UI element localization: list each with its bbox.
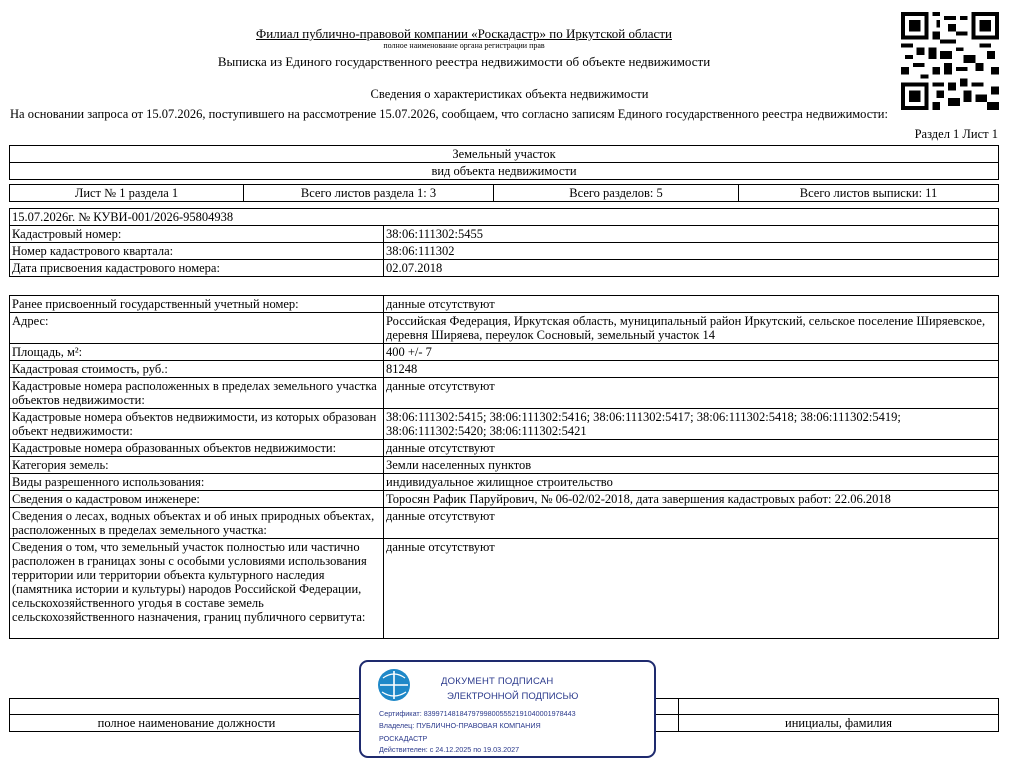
document-title: Выписка из Единого государственного реестра недвижимости об объекте недвижимости <box>217 54 711 69</box>
usage-label: Виды разрешенного использования: <box>10 474 384 491</box>
stamp-owner-name: РОСКАДАСТР <box>379 734 428 743</box>
total-sheets: Всего листов выписки: 11 <box>739 185 999 202</box>
table-row <box>10 440 999 457</box>
cost-value: 81248 <box>384 361 999 378</box>
table-row <box>10 474 999 491</box>
qr-code-icon <box>900 12 1000 110</box>
row-label: Дата присвоения кадастрового номера: <box>10 260 384 277</box>
org-name: Филиал публично-правовой компании «Роскадастр» по Иркутской области <box>256 26 672 41</box>
formed-objects-value: данные отсутствуют <box>384 440 999 457</box>
stamp-title-line2: ЭЛЕКТРОННОЙ ПОДПИСЬЮ <box>447 691 579 702</box>
name-caption: инициалы, фамилия <box>679 715 999 732</box>
request-basis-text: На основании запроса от 15.07.2026, поступившего на рассмотрение 15.07.2026, сообщаем, что согласно записям Единого государственного реестра недвижимости: <box>10 107 888 121</box>
formed-from-value: 38:06:111302:5415; 38:06:111302:5416; 38:06:111302:5417; 38:06:111302:5418; 38:06:111302:5419; 38:06:111302:5420; 38:06:111302:5421 <box>384 409 999 440</box>
stamp-owner: Владелец: ПУБЛИЧНО-ПРАВОВАЯ КОМПАНИЯ <box>379 721 541 730</box>
category-value: Земли населенных пунктов <box>384 457 999 474</box>
cost-label: Кадастровая стоимость, руб.: <box>10 361 384 378</box>
address-label: Адрес: <box>10 313 384 344</box>
engineer-value: Торосян Рафик Паруйрович, № 06-02/02-2018, дата завершения кадастровых работ: 22.06.2018 <box>384 491 999 508</box>
zones-value: данные отсутствуют <box>384 539 999 639</box>
rosreestr-logo-icon <box>377 668 411 702</box>
cadastral-details-table <box>9 295 999 639</box>
stamp-validity: Действителен: с 24.12.2025 по 19.03.2027 <box>379 745 520 754</box>
table-row <box>10 361 999 378</box>
stamp-title-line1: ДОКУМЕНТ ПОДПИСАН <box>441 676 554 687</box>
position-cell <box>10 699 364 715</box>
table-row <box>10 539 999 639</box>
table-row <box>10 313 999 344</box>
table-row <box>10 409 999 440</box>
cadastral-basic-table <box>9 208 999 277</box>
row-value: 02.07.2018 <box>384 260 999 277</box>
sheets-in-section: Всего листов раздела 1: 3 <box>244 185 494 202</box>
object-type-table <box>9 145 999 180</box>
name-cell <box>679 699 999 715</box>
row-value: 38:06:111302:5455 <box>384 226 999 243</box>
usage-value: индивидуальное жилищное строительство <box>384 474 999 491</box>
row-label: Номер кадастрового квартала: <box>10 243 384 260</box>
table-row <box>10 491 999 508</box>
formed-objects-label: Кадастровые номера образованных объектов недвижимости: <box>10 440 384 457</box>
within-objects-value: данные отсутствуют <box>384 378 999 409</box>
table-row <box>10 344 999 361</box>
sheets-info-table <box>9 184 999 202</box>
table-row <box>10 260 999 277</box>
area-value: 400 +/- 7 <box>384 344 999 361</box>
address-value: Российская Федерация, Иркутская область, муниципальный район Иркутский, сельское поселение Ширяевское, деревня Ширяева, переулок Сосновый, земельный участок 14 <box>384 313 999 344</box>
section-title: Сведения о характеристиках объекта недвижимости <box>370 87 649 101</box>
table-row <box>10 378 999 409</box>
table-row <box>10 457 999 474</box>
row-label: Кадастровый номер: <box>10 226 384 243</box>
section-sheet-label: Раздел 1 Лист 1 <box>914 127 998 141</box>
forests-label: Сведения о лесах, водных объектах и об иных природных объектах, расположенных в пределах земельного участка: <box>10 508 384 539</box>
position-caption: полное наименование должности <box>10 715 364 732</box>
prev-number-value: данные отсутствуют <box>384 296 999 313</box>
table-row <box>10 296 999 313</box>
extract-id: 15.07.2026г. № КУВИ-001/2026-95804938 <box>10 209 999 226</box>
total-sections: Всего разделов: 5 <box>494 185 739 202</box>
row-value: 38:06:111302 <box>384 243 999 260</box>
electronic-signature-stamp <box>359 660 656 758</box>
org-name-caption: полное наименование органа регистрации прав <box>383 41 545 50</box>
engineer-label: Сведения о кадастровом инженере: <box>10 491 384 508</box>
table-row <box>10 508 999 539</box>
zones-label: Сведения о том, что земельный участок полностью или частично расположен в границах зоны с особыми условиями использования территории или территории объекта культурного наследия (памятника истории и культуры) народов Российской Федерации, сельскохозяйственного угодья в составе земель сельскохозяйственного назначения, границ публичного сервитута: <box>10 539 384 639</box>
within-objects-label: Кадастровые номера расположенных в пределах земельного участка объектов недвижимости: <box>10 378 384 409</box>
table-row <box>10 226 999 243</box>
prev-number-label: Ранее присвоенный государственный учетный номер: <box>10 296 384 313</box>
category-label: Категория земель: <box>10 457 384 474</box>
forests-value: данные отсутствуют <box>384 508 999 539</box>
area-label: Площадь, м²: <box>10 344 384 361</box>
formed-from-label: Кадастровые номера объектов недвижимости, из которых образован объект недвижимости: <box>10 409 384 440</box>
object-type: Земельный участок <box>10 146 999 163</box>
stamp-certificate: Сертификат: 83997148184797998005552191040001978443 <box>379 709 576 718</box>
sheet-number: Лист № 1 раздела 1 <box>10 185 244 202</box>
object-type-caption: вид объекта недвижимости <box>10 163 999 180</box>
table-row <box>10 243 999 260</box>
